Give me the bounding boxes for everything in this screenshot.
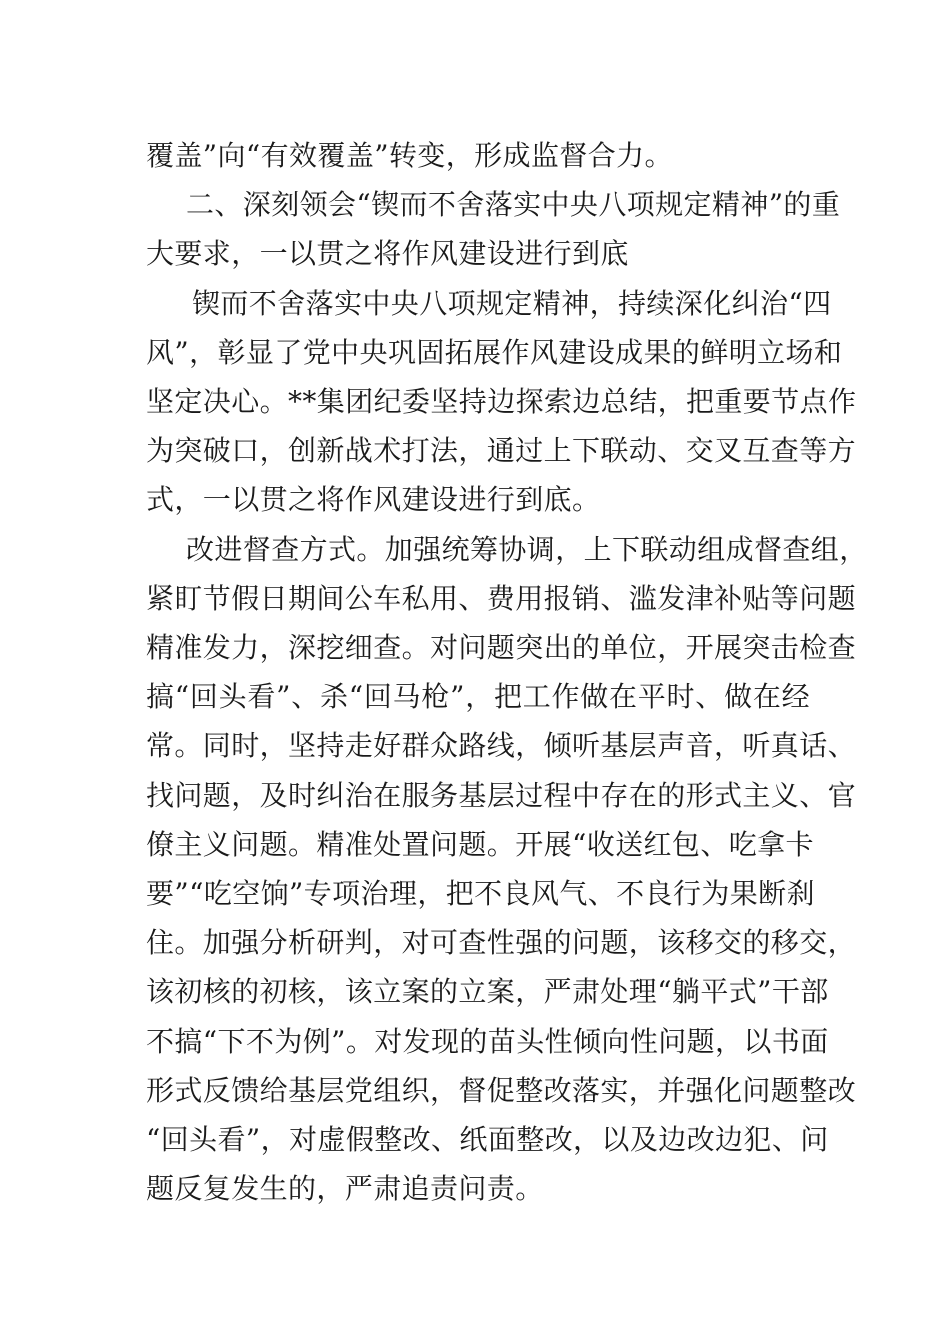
text-line: 风”，彰显了党中央巩固拓展作风建设成果的鲜明立场和: [146, 335, 843, 369]
text-line: 僚主义问题。精准处置问题。开展“收送红包、吃拿卡: [146, 827, 814, 861]
text-line: 式，一以贯之将作风建设进行到底。: [146, 483, 601, 517]
text-line: 二、深刻领会“锲而不舍落实中央八项规定精神”的重: [186, 188, 841, 222]
text-line: 覆盖”向“有效覆盖”转变，形成监督合力。: [146, 139, 673, 172]
text-line: 题反复发生的，严肃追责问责。: [146, 1172, 544, 1206]
text-line: 锲而不舍落实中央八项规定精神，持续深化纠治“四: [192, 286, 832, 320]
text-line: 为突破口，创新战术打法，通过上下联动、交叉互查等方: [146, 434, 857, 468]
text-line: 要”“吃空饷”专项治理，把不良风气、不良行为果断刹: [146, 877, 815, 911]
text-line: 坚定决心。**集团纪委坚持边探索边总结，把重要节点作: [146, 385, 857, 419]
text-line: 该初核的初核，该立案的立案，严肃处理“躺平式”干部: [146, 975, 829, 1009]
paragraph-inspection: [146, 525, 868, 1214]
text-line: 搞“回头看”、杀“回马枪”，把工作做在平时、做在经: [146, 680, 810, 714]
text-line: 常。同时，坚持走好群众路线，倾听基层声音，听真话、: [146, 729, 857, 763]
text-line: 不搞“下不为例”。对发现的苗头性倾向性问题，以书面: [146, 1024, 829, 1058]
paragraph-intro: [146, 279, 857, 525]
text-line: 紧盯节假日期间公车私用、费用报销、滥发津补贴等问题: [146, 581, 857, 615]
text-line: “回头看”，对虚假整改、纸面整改，以及边改边犯、问: [146, 1123, 829, 1157]
section-heading: [146, 180, 841, 278]
text-line: 大要求，一以贯之将作风建设进行到底: [146, 237, 629, 271]
text-line: 住。加强分析研判，对可查性强的问题，该移交的移交，: [146, 926, 857, 960]
text-line: 找问题，及时纠治在服务基层过程中存在的形式主义、官: [146, 778, 857, 812]
text-line: 改进督查方式。加强统筹协调，上下联动组成督查组，: [186, 532, 868, 566]
document-body: [146, 131, 868, 1213]
paragraph-continuation: [146, 131, 810, 180]
text-line: 精准发力，深挖细查。对问题突出的单位，开展突击检查: [146, 631, 857, 665]
text-line: 形式反馈给基层党组织，督促整改落实，并强化问题整改: [146, 1073, 857, 1107]
